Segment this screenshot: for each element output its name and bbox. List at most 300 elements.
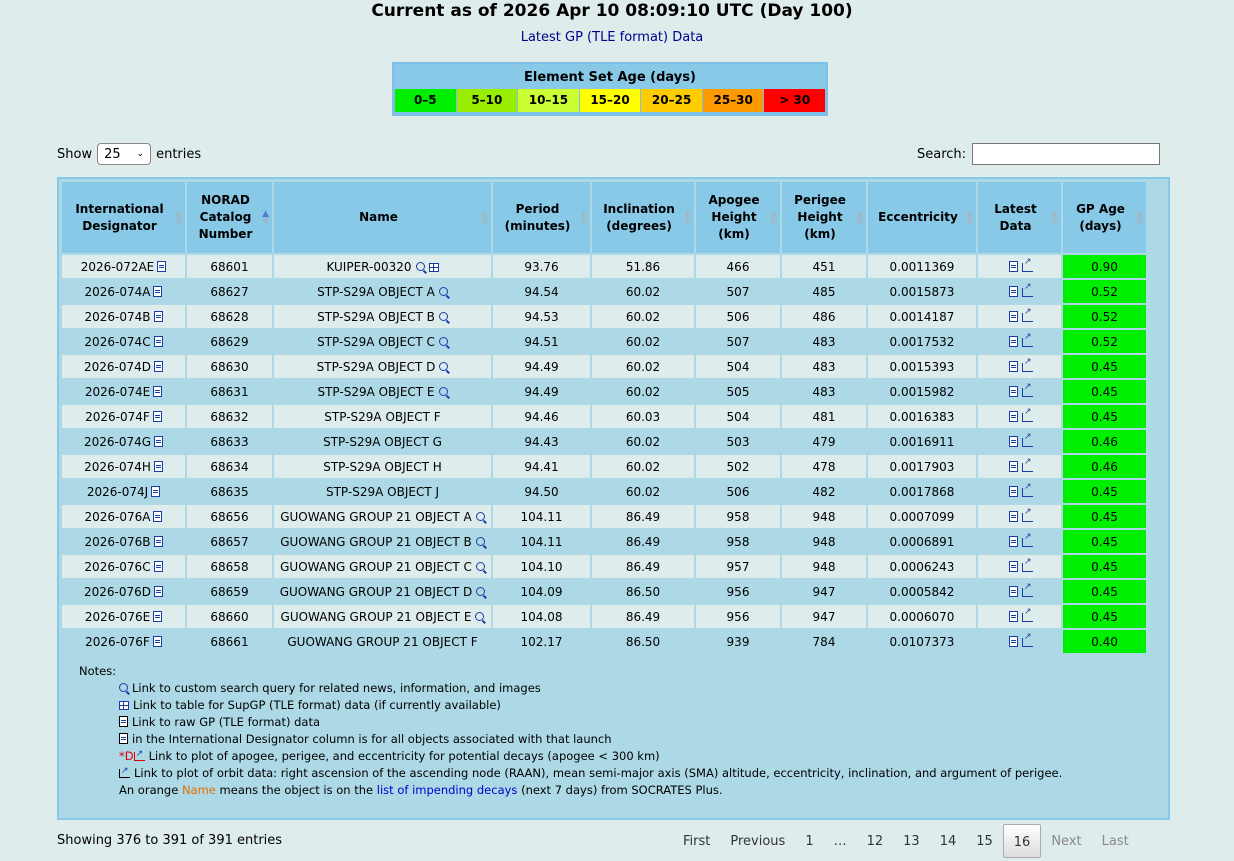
document-icon[interactable] <box>1009 611 1018 622</box>
document-icon[interactable] <box>1009 361 1018 372</box>
name-cell: GUOWANG GROUP 21 OBJECT A <box>274 505 491 528</box>
plot-icon[interactable] <box>1022 363 1033 372</box>
chevron-down-icon: ⌄ <box>136 149 145 159</box>
search-icon[interactable] <box>439 287 448 296</box>
notes-label: Notes: <box>79 664 117 678</box>
page-title: Current as of 2026 Apr 10 08:09:10 UTC (Day 100) <box>371 1 853 21</box>
plot-icon[interactable] <box>1022 313 1033 322</box>
latest-data-cell <box>978 355 1061 378</box>
inclination-cell: 86.50 <box>592 580 694 603</box>
latest-data-cell <box>978 480 1061 503</box>
inclination-cell: 60.02 <box>592 330 694 353</box>
sort-icon: ▲ ▼ <box>481 209 488 227</box>
column-header-label: Eccentricity <box>878 210 958 224</box>
note-orbit: ↗Link to plot of orbit data: right ascension of the ascending node (RAAN), mean semi-major axis (SMA) altitude, eccentricity, inclination, and argument of perigee. <box>119 765 1062 782</box>
entries-select[interactable] <box>97 143 151 165</box>
document-icon <box>119 733 128 744</box>
table-row <box>62 555 1146 578</box>
perigee-cell: 948 <box>782 530 866 553</box>
norad-cell: 68627 <box>187 280 272 303</box>
name-cell: STP-S29A OBJECT E <box>274 380 491 403</box>
name-cell: STP-S29A OBJECT B <box>274 305 491 328</box>
eccentricity-cell: 0.0006243 <box>868 555 976 578</box>
period-cell: 94.41 <box>493 455 590 478</box>
apogee-cell: 503 <box>696 430 780 453</box>
page-1-button[interactable]: 1 <box>805 834 814 849</box>
search-icon[interactable] <box>416 262 425 271</box>
period-cell: 93.76 <box>493 255 590 278</box>
document-icon[interactable] <box>1009 311 1018 322</box>
column-header-label: Latest Data <box>994 201 1037 233</box>
norad-cell: 68632 <box>187 405 272 428</box>
plot-icon[interactable] <box>1022 563 1033 572</box>
table-row <box>62 380 1146 403</box>
raw-gp-document-icon[interactable] <box>153 411 162 422</box>
inclination-cell: 60.02 <box>592 480 694 503</box>
column-header[interactable] <box>978 182 1061 253</box>
plot-icon[interactable] <box>1022 538 1033 547</box>
perigee-cell: 947 <box>782 580 866 603</box>
decay-plot-icon <box>134 752 145 761</box>
page-16-button[interactable]: 16 <box>1003 824 1042 858</box>
inclination-cell: 60.02 <box>592 455 694 478</box>
search-icon[interactable] <box>439 312 448 321</box>
name-cell: GUOWANG GROUP 21 OBJECT C <box>274 555 491 578</box>
name-cell: STP-S29A OBJECT A <box>274 280 491 303</box>
apogee-cell: 507 <box>696 280 780 303</box>
inclination-cell: 86.49 <box>592 555 694 578</box>
norad-cell: 68660 <box>187 605 272 628</box>
age-legend-cell: 20–25 <box>641 89 702 112</box>
raw-gp-document-icon[interactable] <box>154 536 163 547</box>
search-icon[interactable] <box>476 512 485 521</box>
gp-age-cell: 0.90 <box>1063 255 1146 278</box>
eccentricity-cell: 0.0005842 <box>868 580 976 603</box>
column-header[interactable] <box>493 182 590 253</box>
gp-age-cell: 0.45 <box>1063 480 1146 503</box>
sort-icon: ▲ ▼ <box>966 209 973 227</box>
document-icon[interactable] <box>1009 636 1018 647</box>
latest-data-cell <box>978 580 1061 603</box>
decay-marker: *D <box>119 749 134 763</box>
note-orange: An orange Name means the object is on the list of impending decays (next 7 days) from SOCRATES Plus. <box>119 783 723 797</box>
raw-gp-document-icon[interactable] <box>154 461 163 472</box>
plot-icon <box>119 769 130 778</box>
search-icon[interactable] <box>439 362 448 371</box>
period-cell: 94.51 <box>493 330 590 353</box>
legend-title: Element Set Age (days) <box>394 64 826 89</box>
document-icon[interactable] <box>1009 561 1018 572</box>
latest-data-cell <box>978 255 1061 278</box>
apogee-cell: 956 <box>696 605 780 628</box>
norad-cell: 68658 <box>187 555 272 578</box>
apogee-cell: 466 <box>696 255 780 278</box>
perigee-cell: 479 <box>782 430 866 453</box>
column-header[interactable] <box>868 182 976 253</box>
name-cell: GUOWANG GROUP 21 OBJECT E <box>274 605 491 628</box>
norad-cell: 68657 <box>187 530 272 553</box>
table-row <box>62 255 1146 278</box>
plot-icon[interactable] <box>1022 638 1033 647</box>
norad-cell: 68659 <box>187 580 272 603</box>
show-label: Show <box>57 146 93 162</box>
inclination-cell: 60.02 <box>592 280 694 303</box>
name-cell: STP-S29A OBJECT F <box>274 405 491 428</box>
gp-age-cell: 0.45 <box>1063 555 1146 578</box>
entries-label: entries <box>156 146 202 162</box>
eccentricity-cell: 0.0014187 <box>868 305 976 328</box>
document-icon[interactable] <box>1009 486 1018 497</box>
sort-icon: ▲ ▼ <box>580 209 587 227</box>
column-header-label: Perigee Height (km) <box>794 193 846 241</box>
column-header[interactable] <box>592 182 694 253</box>
norad-cell: 68634 <box>187 455 272 478</box>
intl-designator-cell: 2026-074E <box>62 380 185 403</box>
eccentricity-cell: 0.0015982 <box>868 380 976 403</box>
period-cell: 104.11 <box>493 505 590 528</box>
sort-icon: ▲ ▼ <box>770 209 777 227</box>
table-row <box>62 630 1146 653</box>
document-icon[interactable] <box>1009 586 1018 597</box>
table-icon[interactable] <box>429 263 439 272</box>
page-previous-button[interactable]: Previous <box>730 834 786 849</box>
document-icon[interactable] <box>1009 436 1018 447</box>
document-icon[interactable] <box>1009 511 1018 522</box>
document-icon[interactable] <box>1009 386 1018 397</box>
latest-data-cell <box>978 630 1061 653</box>
perigee-cell: 948 <box>782 505 866 528</box>
gp-age-cell: 0.45 <box>1063 530 1146 553</box>
norad-cell: 68628 <box>187 305 272 328</box>
age-legend-cell: > 30 <box>764 89 825 112</box>
search-icon[interactable] <box>439 387 448 396</box>
gp-age-cell: 0.45 <box>1063 405 1146 428</box>
intl-designator-cell: 2026-074D <box>62 355 185 378</box>
sort-icon: ▲ ▼ <box>856 209 863 227</box>
inclination-cell: 51.86 <box>592 255 694 278</box>
apogee-cell: 502 <box>696 455 780 478</box>
sort-icon: ▲ ▼ <box>1051 209 1058 227</box>
column-header-label: Apogee Height (km) <box>708 193 760 241</box>
latest-data-cell <box>978 405 1061 428</box>
pagination <box>673 824 1139 858</box>
entries-value: 25 <box>104 146 121 162</box>
name-cell: GUOWANG GROUP 21 OBJECT F <box>274 630 491 653</box>
page-next-button[interactable]: Next <box>1051 834 1082 849</box>
gp-age-cell: 0.45 <box>1063 580 1146 603</box>
perigee-cell: 482 <box>782 480 866 503</box>
apogee-cell: 504 <box>696 355 780 378</box>
raw-gp-document-icon[interactable] <box>154 586 163 597</box>
eccentricity-cell: 0.0011369 <box>868 255 976 278</box>
intl-designator-cell: 2026-076D <box>62 580 185 603</box>
page-13-button[interactable]: 13 <box>903 834 920 849</box>
inclination-cell: 60.02 <box>592 380 694 403</box>
raw-gp-document-icon[interactable] <box>151 486 160 497</box>
page-last-button[interactable]: Last <box>1101 834 1129 849</box>
apogee-cell: 506 <box>696 480 780 503</box>
gp-age-cell: 0.46 <box>1063 430 1146 453</box>
inclination-cell: 86.49 <box>592 605 694 628</box>
eccentricity-cell: 0.0017868 <box>868 480 976 503</box>
latest-data-cell <box>978 605 1061 628</box>
intl-designator-cell: 2026-076E <box>62 605 185 628</box>
eccentricity-cell: 0.0006891 <box>868 530 976 553</box>
intl-designator-cell: 2026-076A <box>62 505 185 528</box>
age-legend-cell: 10–15 <box>518 89 579 112</box>
perigee-cell: 483 <box>782 380 866 403</box>
eccentricity-cell: 0.0007099 <box>868 505 976 528</box>
search-control <box>917 143 1160 165</box>
table-row <box>62 430 1146 453</box>
perigee-cell: 483 <box>782 355 866 378</box>
name-cell: STP-S29A OBJECT D <box>274 355 491 378</box>
column-header-label: Inclination (degrees) <box>603 201 675 233</box>
column-header[interactable] <box>1063 182 1146 253</box>
apogee-cell: 956 <box>696 580 780 603</box>
raw-gp-document-icon[interactable] <box>153 286 162 297</box>
plot-icon[interactable] <box>1022 463 1033 472</box>
note-search: Link to custom search query for related news, information, and images <box>119 680 1062 697</box>
plot-icon[interactable] <box>1022 288 1033 297</box>
norad-cell: 68631 <box>187 380 272 403</box>
eccentricity-cell: 0.0015393 <box>868 355 976 378</box>
page-ellipsis: … <box>833 834 847 849</box>
column-header-label: International Designator <box>75 201 164 233</box>
note-supgp: Link to table for SupGP (TLE format) data (if currently available) <box>119 697 1062 714</box>
notes-section <box>79 663 1062 799</box>
plot-icon[interactable] <box>1022 388 1033 397</box>
name-cell: GUOWANG GROUP 21 OBJECT D <box>274 580 491 603</box>
name-cell: STP-S29A OBJECT C <box>274 330 491 353</box>
name-cell: KUIPER-00320 <box>274 255 491 278</box>
gp-age-cell: 0.45 <box>1063 605 1146 628</box>
column-header-label: Name <box>359 210 398 224</box>
table-row <box>62 505 1146 528</box>
column-header[interactable] <box>62 182 185 253</box>
sort-icon: ▲ ▼ <box>175 209 182 227</box>
period-cell: 94.49 <box>493 355 590 378</box>
intl-designator-cell: 2026-072AE <box>62 255 185 278</box>
raw-gp-document-icon[interactable] <box>153 511 162 522</box>
gp-age-cell: 0.45 <box>1063 380 1146 403</box>
table-row <box>62 480 1146 503</box>
impending-decays-link[interactable]: list of impending decays <box>376 783 518 797</box>
sort-icon: ▲ ▼ <box>1136 209 1143 227</box>
column-header[interactable] <box>274 182 491 253</box>
inclination-cell: 60.03 <box>592 405 694 428</box>
search-icon[interactable] <box>476 587 485 596</box>
name-cell: GUOWANG GROUP 21 OBJECT B <box>274 530 491 553</box>
plot-icon[interactable] <box>1022 588 1033 597</box>
search-icon[interactable] <box>439 337 448 346</box>
period-cell: 94.49 <box>493 380 590 403</box>
table-row <box>62 305 1146 328</box>
apogee-cell: 505 <box>696 380 780 403</box>
apogee-cell: 939 <box>696 630 780 653</box>
perigee-cell: 483 <box>782 330 866 353</box>
inclination-cell: 60.02 <box>592 355 694 378</box>
sort-icon: ▲ ▼ <box>684 209 691 227</box>
norad-cell: 68629 <box>187 330 272 353</box>
intl-designator-cell: 2026-074F <box>62 405 185 428</box>
document-icon[interactable] <box>1009 536 1018 547</box>
raw-gp-document-icon[interactable] <box>153 636 162 647</box>
document-icon[interactable] <box>1009 461 1018 472</box>
document-icon[interactable] <box>1009 336 1018 347</box>
intl-designator-cell: 2026-076B <box>62 530 185 553</box>
raw-gp-document-icon[interactable] <box>153 386 162 397</box>
apogee-cell: 504 <box>696 405 780 428</box>
latest-data-cell <box>978 280 1061 303</box>
period-cell: 102.17 <box>493 630 590 653</box>
norad-cell: 68661 <box>187 630 272 653</box>
raw-gp-document-icon[interactable] <box>154 311 163 322</box>
note-intl: in the International Designator column is for all objects associated with that launch <box>119 731 1062 748</box>
plot-icon[interactable] <box>1022 513 1033 522</box>
apogee-cell: 958 <box>696 505 780 528</box>
intl-designator-cell: 2026-074B <box>62 305 185 328</box>
intl-designator-cell: 2026-076C <box>62 555 185 578</box>
age-legend-cell: 0–5 <box>395 89 456 112</box>
eccentricity-cell: 0.0015873 <box>868 280 976 303</box>
period-cell: 94.50 <box>493 480 590 503</box>
page-14-button[interactable]: 14 <box>939 834 957 849</box>
norad-cell: 68630 <box>187 355 272 378</box>
page-first-button[interactable]: First <box>683 834 711 849</box>
raw-gp-document-icon[interactable] <box>154 361 163 372</box>
inclination-cell: 60.02 <box>592 430 694 453</box>
note-decay: *D↗ Link to plot of apogee, perigee, and eccentricity for potential decays (apogee < 300 km) <box>119 748 1062 765</box>
intl-designator-cell: 2026-074A <box>62 280 185 303</box>
gp-age-cell: 0.52 <box>1063 280 1146 303</box>
raw-gp-document-icon[interactable] <box>154 336 163 347</box>
perigee-cell: 948 <box>782 555 866 578</box>
period-cell: 94.54 <box>493 280 590 303</box>
plot-icon[interactable] <box>1022 613 1033 622</box>
name-cell: STP-S29A OBJECT J <box>274 480 491 503</box>
table-icon <box>119 701 129 710</box>
page-15-button[interactable]: 15 <box>976 834 993 849</box>
latest-gp-link[interactable]: Latest GP (TLE format) Data <box>520 30 704 45</box>
raw-gp-document-icon[interactable] <box>154 436 163 447</box>
age-legend-cell: 15–20 <box>580 89 641 112</box>
satellite-table-container <box>57 177 1170 820</box>
period-cell: 104.08 <box>493 605 590 628</box>
raw-gp-document-icon[interactable] <box>153 611 162 622</box>
perigee-cell: 481 <box>782 405 866 428</box>
search-icon[interactable] <box>476 537 485 546</box>
search-icon[interactable] <box>475 612 484 621</box>
perigee-cell: 784 <box>782 630 866 653</box>
inclination-cell: 86.49 <box>592 505 694 528</box>
norad-cell: 68633 <box>187 430 272 453</box>
plot-icon[interactable] <box>1022 263 1033 272</box>
perigee-cell: 451 <box>782 255 866 278</box>
column-header[interactable] <box>782 182 866 253</box>
table-row <box>62 530 1146 553</box>
plot-icon[interactable] <box>1022 413 1033 422</box>
plot-icon[interactable] <box>1022 338 1033 347</box>
column-header[interactable] <box>187 182 272 253</box>
search-icon[interactable] <box>476 562 485 571</box>
eccentricity-cell: 0.0016911 <box>868 430 976 453</box>
perigee-cell: 478 <box>782 455 866 478</box>
apogee-cell: 507 <box>696 330 780 353</box>
eccentricity-cell: 0.0016383 <box>868 405 976 428</box>
latest-data-cell <box>978 530 1061 553</box>
gp-age-cell: 0.45 <box>1063 505 1146 528</box>
gp-age-cell: 0.46 <box>1063 455 1146 478</box>
table-row <box>62 355 1146 378</box>
period-cell: 94.46 <box>493 405 590 428</box>
period-cell: 104.10 <box>493 555 590 578</box>
norad-cell: 68635 <box>187 480 272 503</box>
inclination-cell: 86.50 <box>592 630 694 653</box>
latest-data-cell <box>978 330 1061 353</box>
document-icon[interactable] <box>1009 286 1018 297</box>
table-row <box>62 330 1146 353</box>
document-icon[interactable] <box>1009 411 1018 422</box>
norad-cell: 68601 <box>187 255 272 278</box>
period-cell: 104.09 <box>493 580 590 603</box>
period-cell: 94.53 <box>493 305 590 328</box>
intl-designator-cell: 2026-076F <box>62 630 185 653</box>
gp-age-cell: 0.45 <box>1063 355 1146 378</box>
period-cell: 94.43 <box>493 430 590 453</box>
table-row <box>62 605 1146 628</box>
eccentricity-cell: 0.0006070 <box>868 605 976 628</box>
plot-icon[interactable] <box>1022 488 1033 497</box>
element-set-age-legend <box>392 62 828 116</box>
latest-data-cell <box>978 455 1061 478</box>
gp-age-cell: 0.52 <box>1063 305 1146 328</box>
intl-designator-cell: 2026-074C <box>62 330 185 353</box>
intl-designator-cell: 2026-074J <box>62 480 185 503</box>
latest-data-cell <box>978 380 1061 403</box>
latest-data-cell <box>978 555 1061 578</box>
column-header-label: Period (minutes) <box>504 201 571 233</box>
raw-gp-document-icon[interactable] <box>157 261 166 272</box>
eccentricity-cell: 0.0017532 <box>868 330 976 353</box>
satellite-table <box>60 180 1148 655</box>
apogee-cell: 506 <box>696 305 780 328</box>
table-row <box>62 405 1146 428</box>
name-cell: STP-S29A OBJECT H <box>274 455 491 478</box>
perigee-cell: 947 <box>782 605 866 628</box>
raw-gp-document-icon[interactable] <box>154 561 163 572</box>
inclination-cell: 60.02 <box>592 305 694 328</box>
column-header-label: NORAD Catalog Number <box>198 193 253 241</box>
age-legend-cell: 25–30 <box>703 89 764 112</box>
period-cell: 104.11 <box>493 530 590 553</box>
table-row <box>62 280 1146 303</box>
document-icon[interactable] <box>1009 261 1018 272</box>
perigee-cell: 485 <box>782 280 866 303</box>
table-row <box>62 455 1146 478</box>
search-input[interactable] <box>972 143 1160 165</box>
search-icon <box>119 683 128 692</box>
age-legend-cell: 5–10 <box>457 89 518 112</box>
latest-data-cell <box>978 505 1061 528</box>
eccentricity-cell: 0.0107373 <box>868 630 976 653</box>
document-icon <box>119 716 128 727</box>
column-header[interactable] <box>696 182 780 253</box>
page-12-button[interactable]: 12 <box>866 834 884 849</box>
plot-icon[interactable] <box>1022 438 1033 447</box>
latest-data-cell <box>978 430 1061 453</box>
table-info: Showing 376 to 391 of 391 entries <box>57 833 283 848</box>
